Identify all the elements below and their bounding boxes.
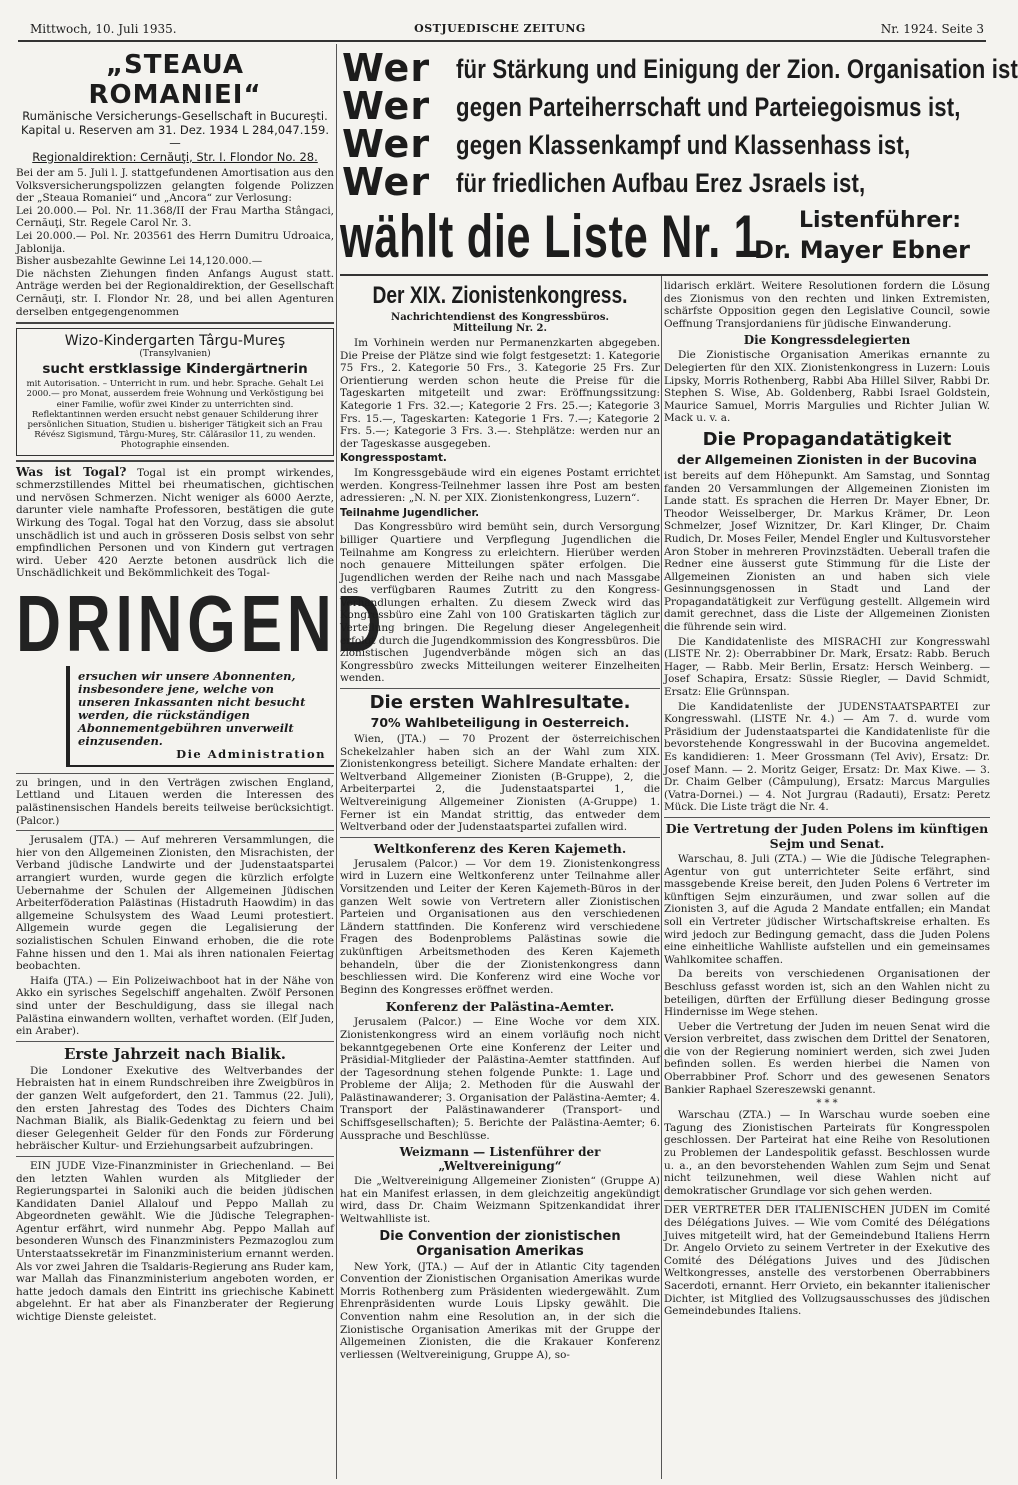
banner-wer: Wer — [342, 46, 431, 90]
dringend-title: DRINGEND — [16, 578, 387, 668]
polen-body: Da bereits von verschiedenen Organisationen der Beschluss gefasst worden ist, sich an den Wahlen nicht zu beteiligen, dürften der Erfüllung dieser Bedingung grosse Hindernisse im Wege stehen. — [664, 968, 990, 1019]
dringend-note-text: ersuchen wir unsere Abonnenten, insbesondere jene, welche von unseren Inkassanten nicht besucht werden, die rückständigen Abonnementgebühren unverweilt einzusenden. — [78, 668, 306, 748]
banner-text: gegen Parteiherrschaft und Parteiegoismus ist, — [456, 92, 961, 122]
wizo-ad — [16, 328, 334, 455]
newspaper-name: OSTJUEDISCHE ZEITUNG — [414, 22, 586, 35]
polen-title: Die Vertretung der Juden Polens im künftigen Sejm und Senat. — [665, 820, 989, 851]
bialik-title: Erste Jahrzeit nach Bialik. — [63, 1044, 286, 1063]
wizo-body: mit Autorisation. – Unterricht in rum. und hebr. Sprache. Gehalt Lei 2000.— pro Monat, ausserdem freie Wohnung und Verköstigung bei einer Familie, wofür zwei Kinder zu unterrichten sind. Reflektantinnen werden ersucht nebst genauer Schilderung ihrer persönlichen Situation, Studien u. bisheriger Tätigkeit sich an Frau Révész Sigismund, Târgu-Mureş, Str. Călărasilor 11, zu wenden. Photographie einsenden. — [26, 379, 324, 451]
wahl-title: Die ersten Wahlresultate. — [369, 692, 631, 714]
divider — [664, 1200, 990, 1201]
misrachi-list: Die Kandidatenliste des MISRACHI zur Kongresswahl (LISTE Nr. 2): Oberrabbiner Dr. Mark, Ersatz: Rabb. Beruch Hager, — Rabb. Meir Berlin, Ersatz: Hersch Weinberg. — Josef Schapira, Ersatz: Süssie Riegler, — David Schmidt, Ersatz: Elie Grünnspan. — [664, 635, 990, 699]
delegierte-body: Die Zionistische Organisation Amerikas ernannte zu Delegierten für den XIX. Zionistenkongress in Luzern: Louis Lipsky, Morris Rothenberg, Rabbi Aba Hillel Silver, Rabbi Dr. Stephen S. Wise, Ab. Goldenberg, Rabbi Israel Goldstein, Maurice Samuel, Morris Margulies und Richter Julian W. Mack u. v. a. — [664, 349, 990, 425]
separator-stars: * * * — [816, 1098, 838, 1110]
header-rule — [18, 40, 986, 42]
article-jerusalem: Jerusalem (JTA.) — Auf mehreren Versammlungen, die hier von den Allgemeinen Zionisten, den Misrachisten, der Verband jüdische Landwirte und der Judenstaatspartei arrangiert wurden, wurde gegen die kürzlich erfolgte Uebernahme der Schulen der Allgemeinen Jüdischen Arbeiterföderation Palästinas (Histadruth Haowdim) in das allgemeine Schulsystem des Waad Leumi protestiert. Allgemein wurde gegen die Legalisierung der sozialistischen Schulen Einwand erhoben, die die rote Fahne hissen und den 1. Mai als ihren nationalen Feiertag beobachten. — [16, 834, 334, 973]
dringend-note — [66, 666, 334, 767]
page-header — [0, 0, 1000, 40]
divider — [340, 688, 660, 689]
banner-liste: wählt die Liste Nr. 1 — [340, 203, 759, 270]
column-middle — [340, 280, 660, 1479]
banner-text: für friedlichen Aufbau Erez Jsraels ist, — [456, 168, 866, 198]
steaua-company — [16, 110, 334, 164]
polen-body: Warschau (ZTA.) — In Warschau wurde soeben eine Tagung des Zionistischen Parteirats für Kongresspolen geschlossen. Der Parteirat hat eine Reihe von Resolutionen zu Problemen der Landespolitik gefasst. Beschlossen wurde u. a., an den bevorstehenden Wahlen zum Sejm und Senat nicht teilzunehmen, weil diese Wahlen nicht auf demokratischer Grundlage vor sich gehen werden. — [664, 1109, 990, 1197]
convention-title: Die Convention der zionistischen Organisation Amerikas — [379, 1228, 621, 1259]
wizo-title: Wizo-Kindergarten Târgu-Mureş — [64, 333, 286, 350]
election-banner — [340, 44, 1018, 272]
kkl-title: Weltkonferenz des Keren Kajemeth. — [373, 840, 627, 856]
divider — [16, 1041, 334, 1042]
kongress-title: Der XIX. Zionistenkongress. — [372, 282, 628, 309]
banner-listenfuehrer: Listenführer: — [798, 208, 962, 233]
aemter-title: Konferenz der Palästina-Aemter. — [385, 999, 615, 1015]
article-haifa: Haifa (JTA.) — Ein Polizeiwachboot hat in der Nähe von Akko ein syrisches Segelschiff angehalten. Zwölf Personen sind unter der Beschuldigung, dass sie illegal nach Palästina einwandern wollten, verhaftet worden. (Elf Juden, ein Araber). — [16, 974, 334, 1038]
judenstaat-list: Die Kandidatenliste der JUDENSTAATSPARTEI zur Kongresswahl. (LISTE Nr. 4.) — Am 7. d. wurde vom Präsidium der Judenstaatspartei die Kandidatenliste für die bevorstehende Kongresswahl in der Bucovina angemeldet. Es kandidieren: 1. Meer Grossmann (Tel Aviv), Ersatz: Dr. Josef Mann. — 2. Moritz Geiger, Ersatz: Dr. Max Kiwe. — 3. Dr. Chaim Gelber (Câmpulung), Ersatz: Marcus Margulies (Vatra-Dornei.) — 4. Not Jurgrau (Radauti), Ersatz: Peretz Mück. Die Liste trägt die Nr. 4. — [664, 700, 990, 814]
convention-body: New York, (JTA.) — Auf der in Atlantic City tagenden Convention der Zionistischen Organisation Amerikas wurde Morris Rothenberg zum Präsidenten wiedergewählt. Zum Ehrenpräsidenten wurde Louis Lipsky gewählt. Die Convention nahm eine Resolution an, in der sich die Zionistische Organisation Amerikas mit der Gruppe der Allgemeinen Zionisten, die die Krakauer Konferenz verliessen (Weltvereinigung, Gruppe A), so- — [340, 1260, 660, 1361]
togal-ad — [16, 466, 334, 580]
article-italien: DER VERTRETER DER ITALIENISCHEN JUDEN im Comité des Délégations Juives. — Wie vom Comité des Délégations Juives mitgeteilt wird, hat der Gemeindebund Italiens Herrn Dr. Angelo Orvieto zu seinem Vertreter in der Exekutive des Comité des Délégations Juives und des Jüdischen Weltkongresses, anstelle des verstorbenen Oberrabbiners Sacerdoti, ernannt. Herr Orvieto, ein bekannter italienischer Dichter, ist Mitglied des Vollzugsausschusses des jüdischen Gemeindebundes Italiens. — [664, 1204, 990, 1318]
weizmann-title: Weizmann — Listenführer der „Weltvereinigung“ — [399, 1145, 601, 1174]
column-right — [664, 280, 990, 1479]
weizmann-body: Die „Weltvereinigung Allgemeiner Zionisten“ (Gruppe A) hat ein Manifest erlassen, in dem gleichzeitig angekündigt wird, dass Dr. Chaim Weizmann Spitzenkandidat ihrer Weltwahlliste ist. — [340, 1175, 660, 1226]
divider — [340, 837, 660, 838]
steaua-line: Regionaldirektion: Cernăuţi, Str. I. Flondor No. 28. — [32, 149, 318, 164]
steaua-body: Bei der am 5. Juli l. J. stattgefundenen Amortisation aus den Volksversicherungspolizzen gelangten folgende Polizzen der „Steaua Romaniei“ und „Ancora“ zur Verlosung: Lei 20.000.— Pol. Nr. 11.368/II der Frau Martha Stângaci, Cernăuţi, Str. Regele Carol Nr. 3. Lei 20.000.— Pol. Nr. 203561 des Herrn Dumitru Udroaica, Jablonija. Bisher ausbezahlte Gewinne Lei 14,120.000.— Die nächsten Ziehungen finden Anfangs August statt. Anträge werden bei der Regionaldirektion, der Gesellschaft Cernăuţi, str. I. Flondor Nr. 28, und bei allen Agenturen derselben entgegengenommen — [16, 167, 334, 318]
banner-wer: Wer — [342, 160, 431, 204]
kongress-p3: Das Kongressbüro wird bemüht sein, durch Versorgung billiger Quartiere und Verpflegung Jugendlichen die Teilnahme am Kongress zu erleichtern. Hierüber werden noch genauere Mitteilungen später erfolgen. Die Jugendlichen werden der Reihe nach und nach Massgabe des verfügbaren Raumes Zutritt zu den Kongress-Verhandlungen erhalten. Zu diesem Zweck wird das Kongressbüro eine Zahl von 100 Gratiskarten täglich zur Verteilung bringen. Die Regelung dieser Angelegenheit erfolgt durch die Jugendkommission des Kongressbüros. Die zionistischen Jugendverbände mögen sich an das Kongressbüro zwecks Mitteilungen weiterer Einzelheiten wenden. — [340, 521, 660, 685]
togal-lead: Was ist Togal? — [16, 464, 127, 479]
divider — [16, 1156, 334, 1157]
page-number: Nr. 1924. Seite 3 — [880, 22, 984, 36]
kongress-sub: Mitteilung Nr. 2. — [453, 323, 547, 334]
kongress-h-post: Kongresspostamt. — [340, 452, 447, 465]
dringend-signature: Die Administration — [176, 746, 326, 761]
divider — [16, 460, 334, 462]
banner-wer: Wer — [342, 122, 431, 166]
divider — [16, 322, 334, 324]
column-left — [16, 44, 387, 1479]
divider — [340, 274, 988, 276]
kkl-body: Jerusalem (Palcor.) — Vor dem 19. Zionistenkongress wird in Luzern eine Weltkonferenz unter Teilnahme aller Vorsitzenden und Leiter der Keren Kajemeth-Büros in der ganzen Welt sowie von Vertretern aller Zionistischen Parteien und Organisationen aus den verschiedenen Ländern stattfinden. Die Konferenz wird verschiedene Fragen des Bodenproblems Palästinas sowie die zukünftigen Arbeitsmethoden des Keren Kajemeth behandeln, über die der Zionistenkongress dann beschliessen wird. Die Konferenz wird eine Woche vor Beginn des Kongresses eröffnet werden. — [340, 857, 660, 996]
steaua-title: „STEAUA ROMANIEI“ — [88, 50, 262, 110]
bialik-body: Die Londoner Exekutive des Weltverbandes der Hebraisten hat in einem Rundschreiben ihre Zweigbüros in der ganzen Welt aufgefordert, den 21. Tammus (22. Juli), den ersten Jahrestag des Todes des Dichters Chaim Nachman Bialik, als Bialik-Gedenktag zu feiern und bei dieser Gelegenheit Gelder für den Fonds zur Förderung hebräischer Kultur- und Erziehungsarbeit aufzubringen. — [16, 1064, 334, 1153]
kongress-p1: Im Vorhinein werden nur Permanenzkarten abgegeben. Die Preise der Plätze sind wie folgt festgesetzt: 1. Kategorie 75 Frs., 2. Kategorie 50 Frs., 3. Kategorie 25 Frs. Zur Orientierung werden schon heute die Preise für die Tageskarten mitgeteilt und zwar: Eröffnungssitzung: Kategorie 1 Frs. 32.—; Kategorie 2 Frs. 25.—; Kategorie 3 Frs. 15.—, Tageskarten: Kategorie 1 Frs. 7.—; Kategorie 2 Frs. 5.—; Kategorie 3 Frs. 3.—. Stehplätze: werden nur an der Tageskasse ausgegeben. — [340, 337, 660, 450]
divider — [16, 830, 334, 831]
divider — [16, 773, 334, 774]
propaganda-title: Die Propagandatätigkeit — [702, 428, 952, 450]
article-griechenland: EIN JUDE Vize-Finanzminister in Griechenland. — Bei den letzten Wahlen wurden als Mitglieder der Regierungspartei in Saloniki auch die beiden jüdischen Kandidaten Daniel Allalouf und Peppo Mallah zu Abgeordneten gewählt. Wie die Jüdische Telegraphen-Agentur erfährt, wird nunmehr Abg. Peppo Mallah auf besonderen Wunsch des Finanzministers Pezmazoglou zum Unterstaatssekretär im Finanzministerium ernannt werden. Als vor zwei Jahren die Tsaldaris-Regierung ans Ruder kam, war Mallah das Finanzministerium angeboten worden, er hatte jedoch damals den Eintritt ins griechische Kabinett abgelehnt. Er hat aber als Finanzberater der Regierung wichtige Dienste geleistet. — [16, 1159, 334, 1324]
banner-candidate: Dr. Mayer Ebner — [753, 236, 971, 264]
article-continuation: lidarisch erklärt. Weitere Resolutionen fordern die Lösung des Zionismus von den rechten und linken Extremisten, schärfste Opposition gegen den Legislative Council, sowie Oeffnung Transjordaniens für jüdische Einwanderung. — [664, 280, 990, 330]
kongress-sub: Nachrichtendienst des Kongressbüros. — [391, 312, 609, 323]
togal-body: Togal ist ein prompt wirkendes, schmerzstillendes Mittel bei rheumatischen, gichtischen und nervösen Schmerzen. Nicht weniger als 6000 Aerzte, darunter viele namhafte Professoren, bestätigen die gute Wirkung des Togal. Togal hat den Vorzug, dass sie absolut unschädlich ist und auch in grösseren Dosis selbst von sehr empfindlichen Personen und von Kindern gut vertragen wird. Ueber 420 Aerzte betonen ausdrück lich die Unschädlichkeit und Bekömmlichkeit des Togal- — [16, 466, 334, 580]
issue-date: Mittwoch, 10. Juli 1935. — [30, 22, 177, 36]
kongress-h-jugend: Teilnahme Jugendlicher. — [340, 506, 480, 519]
delegierte-title: Die Kongressdelegierten — [743, 333, 911, 348]
banner-wer: Wer — [342, 84, 431, 128]
column-divider — [661, 276, 662, 1479]
steaua-line: Kapital u. Reserven am 31. Dez. 1934 L 284,047.159.— — [21, 122, 329, 150]
polen-body: Ueber die Vertretung der Juden im neuen Senat wird die Version verbreitet, dass zwischen dem Drittel der Senatoren, die von der Regierung nominiert werden, sich zwei Juden befinden sollen. Es werden hierbei die Namen von Oberrabbiner Prof. Schorr und des gewesenen Senators Bankier Raphael Szereszewski genannt. — [664, 1020, 990, 1096]
polen-body: Warschau, 8. Juli (ZTA.) — Wie die Jüdische Telegraphen-Agentur von gut unterrichteter Seite erfährt, sind massgebende Kreise bereit, den Juden Polens 6 Vertreter im künftigen Sejm einzuräumen, und zwar sollen auf die Zionisten 3, auf die Aguda 2 Mandate entfallen; ein Mandat soll ein Vertreter jüdischer Wirtschaftskreise erhalten. Es wird jedoch zur Bedingung gemacht, dass die Juden Polens eine einheitliche Wahlliste aufstellen und ein gemeinsames Wahlkomitee schaffen. — [664, 852, 990, 966]
wahl-body: Wien, (JTA.) — 70 Prozent der österreichischen Schekelzahler haben sich an der Wahl zum XIX. Zionistenkongress beteiligt. Sichere Mandate erhalten: der Weltverband Allgemeiner Zionisten (B-Gruppe), 2, die Arbeiterpartei 2, die Judenstaatspartei 1, die Weltvereinigung Allgemeiner Zionisten (A-Gruppe) 1. Ferner ist ein Mandat strittig, das entweder dem Weltverband oder der Judenstaatspartei zufallen wird. — [340, 733, 660, 834]
wizo-subtitle: (Transylvanien) — [139, 349, 211, 360]
propaganda-body: ist bereits auf dem Höhepunkt. Am Samstag, und Sonntag fanden 20 Versammlungen der Allgemeinen Zionisten im Lande statt. Es sprachen die Herren Dr. Mayer Ebner, Dr. Theodor Weisselberger, Dr. Markus Krämer, Dr. Leon Schmelzer, Josef Wiznitzer, Dr. Karl Klinger, Dr. Chaim Rudich, Dr. Moses Feiler, Mendel Engler und Kultusvorsteher Aron Stober in mehreren Provinzstädten. Ueberall trafen die Redner eine äusserst gute Stimmung für die Liste der Allgemeinen Zionisten an und haben sich viele Gesinnungsgenossen in Stadt und Land der Propagandatätigkeit zur Verfügung gestellt. Allgemein wird damit gerechnet, dass die Liste der Allgemeinen Zionisten die führende sein wird. — [664, 469, 990, 634]
column-divider — [336, 44, 337, 1479]
article-continuation: zu bringen, und in den Verträgen zwischen England, Lettland und Litauen werden die Interessen des palästinensischen Handels bereits teilweise berücksichtigt. (Palcor.) — [16, 776, 334, 827]
kongress-p2: Im Kongressgebäude wird ein eigenes Postamt errichtet werden. Kongress-Teilnehmer lassen ihre Post am besten adressieren: „N. N. per XIX. Zionistenkongress, Luzern“. — [340, 466, 660, 505]
divider — [664, 817, 990, 818]
banner-text: gegen Klassenkampf und Klassenhass ist, — [456, 130, 911, 160]
banner-text: für Stärkung und Einigung der Zion. Organisation ist — [456, 54, 1018, 84]
wahl-sub: 70% Wahlbeteiligung in Oesterreich. — [370, 715, 630, 731]
steaua-line: Rumänische Versicherungs-Gesellschaft in Bucureşti. — [22, 109, 328, 123]
aemter-body: Jerusalem (Palcor.) — Eine Woche vor dem XIX. Zionistenkongress wird an einem vorläufig noch nicht bekanntgegebenen Orte eine Konferenz der Leiter und Präsidial-Mitglieder der Palästina-Aemter stattfinden. Auf der Tagesordnung stehen folgende Punkte: 1. Lage und Probleme der Alija; 2. Methoden für die Auswahl der Palästinawanderer; 3. Organisation der Palästina-Aemter; 4. Transport der Palästinawanderer (Transport- und Schiffsgesellschaften); 5. Berichte der Palästina-Aemter; 6. Aussprache und Beschlüsse. — [340, 1016, 660, 1142]
wizo-headline: sucht erstklassige Kindergärtnerin — [42, 361, 308, 378]
propaganda-sub: der Allgemeinen Zionisten in der Bucovina — [677, 451, 977, 467]
